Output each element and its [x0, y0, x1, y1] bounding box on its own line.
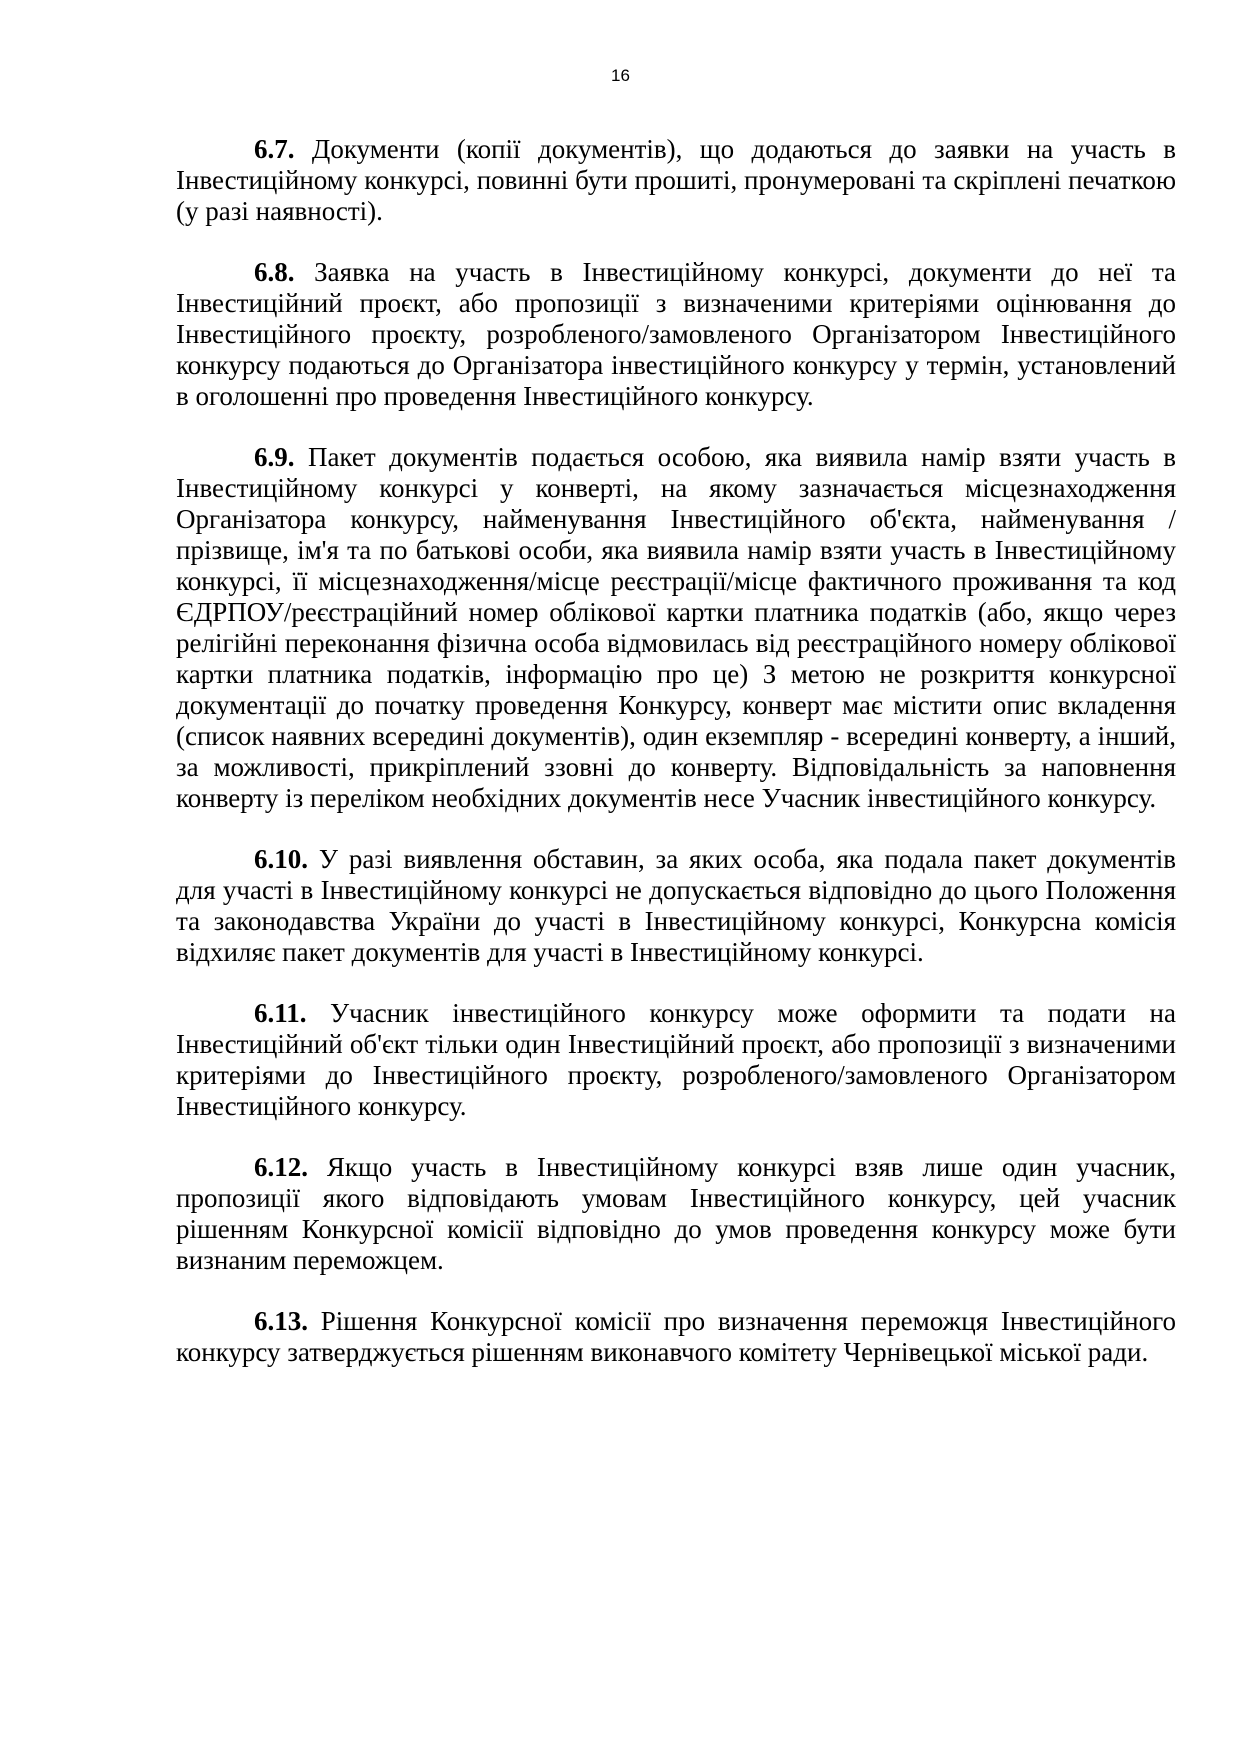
clause-number: 6.13.: [254, 1306, 308, 1336]
paragraph-6-13: [176, 1306, 1176, 1368]
clause-text: Якщо участь в Інвестиційному конкурсі взяв лише один учасник, пропозиції якого відповідають умовам Інвестиційного конкурсу, цей учасник рішенням Конкурсної комісії відповідно до умов проведення конкурсу може бути визнаним переможцем.: [176, 1152, 1176, 1275]
paragraph-6-9: [176, 442, 1176, 814]
paragraph-6-8: [176, 257, 1176, 412]
clause-number: 6.7.: [254, 134, 295, 164]
document-body: [176, 134, 1176, 1398]
clause-text: Учасник інвестиційного конкурсу може оформити та подати на Інвестиційний об'єкт тільки один Інвестиційний проєкт, або пропозиції з визначеними критеріями до Інвестиційного проєкту, розробленого/замовленого Організатором Інвестиційного конкурсу.: [176, 998, 1176, 1121]
clause-text: У разі виявлення обставин, за яких особа, яка подала пакет документів для участі в Інвестиційному конкурсі не допускається відповідно до цього Положення та законодавства України до участі в Інвестиційному конкурсі, Конкурсна комісія відхиляє пакет документів для участі в Інвестиційному конкурсі.: [176, 844, 1176, 967]
page-number: 16: [611, 66, 630, 85]
clause-number: 6.8.: [254, 257, 295, 287]
clause-text: Заявка на участь в Інвестиційному конкурсі, документи до неї та Інвестиційний проєкт, або пропозиції з визначеними критеріями оцінювання до Інвестиційного проєкту, розробленого/замовленого Організатором Інвестиційного конкурсу подаються до Організатора інвестиційного конкурсу у термін, установлений в оголошенні про проведення Інвестиційного конкурсу.: [176, 257, 1176, 411]
paragraph-6-10: [176, 844, 1176, 968]
clause-text: Документи (копії документів), що додаються до заявки на участь в Інвестиційному конкурсі, повинні бути прошиті, пронумеровані та скріплені печаткою (у разі наявності).: [176, 134, 1176, 226]
clause-number: 6.9.: [254, 442, 295, 472]
clause-number: 6.10.: [254, 844, 308, 874]
clause-number: 6.11.: [254, 998, 307, 1028]
paragraph-6-11: [176, 998, 1176, 1122]
paragraph-6-7: [176, 134, 1176, 227]
clause-text: Рішення Конкурсної комісії про визначення переможця Інвестиційного конкурсу затверджується рішенням виконавчого комітету Чернівецької міської ради.: [176, 1306, 1176, 1367]
clause-text: Пакет документів подається особою, яка виявила намір взяти участь в Інвестиційному конкурсі у конверті, на якому зазначається місцезнаходження Організатора конкурсу, найменування Інвестиційного об'єкта, найменування / прізвище, ім'я та по батькові особи, яка виявила намір взяти участь в Інвестиційному конкурсі, її місцезнаходження/місце реєстрації/місце фактичного проживання та код ЄДРПОУ/реєстраційний номер облікової картки платника податків (або, якщо через релігійні переконання фізична особа відмовилась від реєстраційного номеру облікової картки платника податків, інформацію про це) З метою не розкриття конкурсної документації до початку проведення Конкурсу, конверт має містити опис вкладення (список наявних всередині документів), один екземпляр - всередині конверту, а інший, за можливості, прикріплений ззовні до конверту. Відповідальність за наповнення конверту із переліком необхідних документів несе Учасник інвестиційного конкурсу.: [176, 442, 1176, 813]
clause-number: 6.12.: [254, 1152, 308, 1182]
paragraph-6-12: [176, 1152, 1176, 1276]
